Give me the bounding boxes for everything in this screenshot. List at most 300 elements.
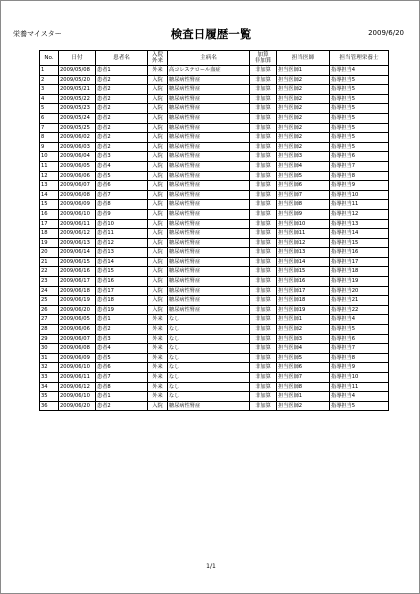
col-patient-cell: 患者5 (96, 353, 148, 363)
table-row (40, 315, 389, 325)
col-date-cell: 2009/06/10 (59, 209, 96, 219)
col-dietitian-cell: 指導担当21 (330, 296, 389, 306)
col-doctor-cell: 担当医師14 (277, 257, 330, 267)
col-no-cell: 6 (40, 113, 59, 123)
col-no-cell: 3 (40, 85, 59, 95)
table-row (40, 219, 389, 229)
table-header-row (40, 51, 389, 66)
col-patient-cell: 患者3 (96, 334, 148, 344)
table-row (40, 238, 389, 248)
col-inout-cell: 入院 (148, 75, 168, 85)
col-addition-cell: 非加算 (250, 267, 277, 277)
col-dietitian-cell: 指導担当5 (330, 123, 389, 133)
col-doctor-cell: 担当医師19 (277, 305, 330, 315)
col-inout-cell: 入院 (148, 85, 168, 95)
table-row (40, 248, 389, 258)
col-patient-cell: 患者4 (96, 344, 148, 354)
col-patient-cell: 患者3 (96, 152, 148, 162)
col-date-cell: 2009/06/20 (59, 305, 96, 315)
col-dietitian-cell: 指導担当22 (330, 305, 389, 315)
col-inout-cell: 入院 (148, 161, 168, 171)
col-no-cell: 8 (40, 133, 59, 143)
col-date-cell: 2009/06/13 (59, 238, 96, 248)
col-dietitian-cell: 指導担当18 (330, 267, 389, 277)
col-dietitian-cell: 指導担当6 (330, 334, 389, 344)
col-patient-cell: 患者2 (96, 94, 148, 104)
col-no-cell: 35 (40, 392, 59, 402)
col-inout-cell: 外来 (148, 382, 168, 392)
col-no-cell: 1 (40, 66, 59, 76)
header-col-no: No. (40, 51, 59, 66)
col-doctor-cell: 担当医師3 (277, 334, 330, 344)
table-row (40, 353, 389, 363)
col-date-cell: 2009/06/09 (59, 353, 96, 363)
col-inout-cell: 外来 (148, 363, 168, 373)
col-disease-cell: 糖尿病性腎症 (168, 161, 250, 171)
col-doctor-cell: 担当医師6 (277, 181, 330, 191)
col-inout-cell: 入院 (148, 257, 168, 267)
page-title: 検査日履歴一覧 (170, 27, 252, 41)
col-date-cell: 2009/06/06 (59, 171, 96, 181)
col-dietitian-cell: 指導担当12 (330, 209, 389, 219)
col-doctor-cell: 担当医師6 (277, 363, 330, 373)
col-patient-cell: 患者18 (96, 296, 148, 306)
col-date-cell: 2009/06/12 (59, 229, 96, 239)
col-disease-cell: 糖尿病性腎症 (168, 85, 250, 95)
col-addition-cell: 非加算 (250, 200, 277, 210)
col-disease-cell: 糖尿病性腎症 (168, 200, 250, 210)
col-no-cell: 13 (40, 181, 59, 191)
col-no-cell: 33 (40, 373, 59, 383)
col-patient-cell: 患者15 (96, 267, 148, 277)
col-patient-cell: 患者4 (96, 161, 148, 171)
col-doctor-cell: 担当医師13 (277, 248, 330, 258)
col-inout-cell: 入院 (148, 133, 168, 143)
col-disease-cell: 糖尿病性腎症 (168, 190, 250, 200)
col-doctor-cell: 担当医師4 (277, 344, 330, 354)
col-addition-cell: 非加算 (250, 142, 277, 152)
col-patient-cell: 患者1 (96, 315, 148, 325)
col-disease-cell: 高コレステロール血症 (168, 66, 250, 76)
col-doctor-cell: 担当医師1 (277, 66, 330, 76)
col-dietitian-cell: 指導担当14 (330, 229, 389, 239)
col-dietitian-cell: 指導担当5 (330, 142, 389, 152)
col-date-cell: 2009/06/04 (59, 152, 96, 162)
col-disease-cell: 糖尿病性腎症 (168, 104, 250, 114)
col-disease-cell: 糖尿病性腎症 (168, 113, 250, 123)
col-dietitian-cell: 指導担当9 (330, 181, 389, 191)
col-no-cell: 15 (40, 200, 59, 210)
col-date-cell: 2009/05/22 (59, 94, 96, 104)
col-doctor-cell: 担当医師2 (277, 85, 330, 95)
col-date-cell: 2009/06/08 (59, 190, 96, 200)
col-dietitian-cell: 指導担当11 (330, 200, 389, 210)
col-inout-cell: 入院 (148, 152, 168, 162)
table-row (40, 104, 389, 114)
col-dietitian-cell: 指導担当5 (330, 85, 389, 95)
col-date-cell: 2009/05/25 (59, 123, 96, 133)
col-doctor-cell: 担当医師5 (277, 171, 330, 181)
col-date-cell: 2009/05/08 (59, 66, 96, 76)
table-row (40, 401, 389, 411)
col-doctor-cell: 担当医師16 (277, 277, 330, 287)
col-patient-cell: 患者2 (96, 113, 148, 123)
col-addition-cell: 非加算 (250, 94, 277, 104)
col-disease-cell: なし (168, 315, 250, 325)
col-addition-cell: 非加算 (250, 315, 277, 325)
col-doctor-cell: 担当医師2 (277, 113, 330, 123)
col-date-cell: 2009/06/15 (59, 257, 96, 267)
col-disease-cell: 糖尿病性腎症 (168, 267, 250, 277)
col-disease-cell: なし (168, 373, 250, 383)
header-col-inout: 入院 外来 (148, 51, 168, 66)
col-doctor-cell: 担当医師2 (277, 142, 330, 152)
col-doctor-cell: 担当医師2 (277, 325, 330, 335)
table-row (40, 152, 389, 162)
col-no-cell: 18 (40, 229, 59, 239)
col-inout-cell: 外来 (148, 325, 168, 335)
table-row (40, 334, 389, 344)
table-row (40, 75, 389, 85)
col-dietitian-cell: 指導担当5 (330, 75, 389, 85)
col-inout-cell: 外来 (148, 392, 168, 402)
col-patient-cell: 患者2 (96, 401, 148, 411)
col-inout-cell: 入院 (148, 142, 168, 152)
col-addition-cell: 非加算 (250, 66, 277, 76)
col-inout-cell: 入院 (148, 267, 168, 277)
col-date-cell: 2009/06/06 (59, 325, 96, 335)
col-date-cell: 2009/06/07 (59, 181, 96, 191)
col-inout-cell: 入院 (148, 305, 168, 315)
table-row (40, 142, 389, 152)
table-row (40, 85, 389, 95)
col-no-cell: 17 (40, 219, 59, 229)
col-inout-cell: 外来 (148, 373, 168, 383)
col-disease-cell: 糖尿病性腎症 (168, 238, 250, 248)
col-dietitian-cell: 指導担当4 (330, 66, 389, 76)
table-row (40, 382, 389, 392)
col-dietitian-cell: 指導担当6 (330, 152, 389, 162)
table-row (40, 325, 389, 335)
col-date-cell: 2009/06/10 (59, 363, 96, 373)
report-date: 2009/6/20 (368, 29, 404, 37)
col-patient-cell: 患者8 (96, 382, 148, 392)
col-addition-cell: 非加算 (250, 209, 277, 219)
col-dietitian-cell: 指導担当9 (330, 363, 389, 373)
table-row (40, 257, 389, 267)
col-date-cell: 2009/06/12 (59, 382, 96, 392)
col-inout-cell: 入院 (148, 94, 168, 104)
col-inout-cell: 入院 (148, 286, 168, 296)
col-no-cell: 12 (40, 171, 59, 181)
table-row (40, 94, 389, 104)
col-inout-cell: 入院 (148, 190, 168, 200)
col-patient-cell: 患者8 (96, 200, 148, 210)
col-patient-cell: 患者2 (96, 104, 148, 114)
col-dietitian-cell: 指導担当11 (330, 382, 389, 392)
col-doctor-cell: 担当医師1 (277, 315, 330, 325)
col-disease-cell: なし (168, 353, 250, 363)
col-addition-cell: 非加算 (250, 296, 277, 306)
col-disease-cell: 糖尿病性腎症 (168, 171, 250, 181)
col-disease-cell: 糖尿病性腎症 (168, 401, 250, 411)
col-doctor-cell: 担当医師15 (277, 267, 330, 277)
col-no-cell: 25 (40, 296, 59, 306)
col-patient-cell: 患者2 (96, 123, 148, 133)
col-addition-cell: 非加算 (250, 392, 277, 402)
col-patient-cell: 患者9 (96, 209, 148, 219)
col-patient-cell: 患者11 (96, 229, 148, 239)
col-dietitian-cell: 指導担当7 (330, 344, 389, 354)
col-disease-cell: なし (168, 334, 250, 344)
col-patient-cell: 患者2 (96, 85, 148, 95)
col-doctor-cell: 担当医師1 (277, 392, 330, 402)
table-row (40, 209, 389, 219)
col-doctor-cell: 担当医師12 (277, 238, 330, 248)
col-no-cell: 2 (40, 75, 59, 85)
table-row (40, 200, 389, 210)
col-no-cell: 20 (40, 248, 59, 258)
col-date-cell: 2009/05/20 (59, 75, 96, 85)
col-addition-cell: 非加算 (250, 325, 277, 335)
col-addition-cell: 非加算 (250, 181, 277, 191)
col-doctor-cell: 担当医師7 (277, 373, 330, 383)
col-patient-cell: 患者7 (96, 190, 148, 200)
col-inout-cell: 入院 (148, 200, 168, 210)
table-row (40, 267, 389, 277)
col-inout-cell: 入院 (148, 229, 168, 239)
col-date-cell: 2009/05/23 (59, 104, 96, 114)
col-addition-cell: 非加算 (250, 286, 277, 296)
col-patient-cell: 患者6 (96, 181, 148, 191)
col-no-cell: 7 (40, 123, 59, 133)
col-doctor-cell: 担当医師7 (277, 190, 330, 200)
table-body (40, 66, 389, 411)
col-no-cell: 10 (40, 152, 59, 162)
col-patient-cell: 患者1 (96, 66, 148, 76)
col-date-cell: 2009/06/02 (59, 133, 96, 143)
table-row (40, 113, 389, 123)
col-inout-cell: 外来 (148, 353, 168, 363)
col-inout-cell: 外来 (148, 334, 168, 344)
table-row (40, 190, 389, 200)
col-addition-cell: 非加算 (250, 248, 277, 258)
table-row (40, 286, 389, 296)
col-inout-cell: 入院 (148, 296, 168, 306)
col-disease-cell: 糖尿病性腎症 (168, 219, 250, 229)
col-no-cell: 26 (40, 305, 59, 315)
col-disease-cell: なし (168, 363, 250, 373)
col-patient-cell: 患者13 (96, 248, 148, 258)
col-no-cell: 21 (40, 257, 59, 267)
header-col-date: 日付 (59, 51, 96, 66)
col-dietitian-cell: 指導担当8 (330, 353, 389, 363)
col-inout-cell: 外来 (148, 315, 168, 325)
col-date-cell: 2009/06/03 (59, 142, 96, 152)
col-disease-cell: 糖尿病性腎症 (168, 248, 250, 258)
col-date-cell: 2009/06/19 (59, 296, 96, 306)
table-row (40, 229, 389, 239)
col-no-cell: 28 (40, 325, 59, 335)
col-dietitian-cell: 指導担当15 (330, 238, 389, 248)
col-patient-cell: 患者12 (96, 238, 148, 248)
col-addition-cell: 非加算 (250, 113, 277, 123)
col-addition-cell: 非加算 (250, 85, 277, 95)
col-inout-cell: 入院 (148, 219, 168, 229)
table-row (40, 392, 389, 402)
col-no-cell: 16 (40, 209, 59, 219)
col-patient-cell: 患者2 (96, 325, 148, 335)
col-disease-cell: 糖尿病性腎症 (168, 142, 250, 152)
col-dietitian-cell: 指導担当5 (330, 325, 389, 335)
col-doctor-cell: 担当医師3 (277, 152, 330, 162)
col-no-cell: 31 (40, 353, 59, 363)
col-date-cell: 2009/06/08 (59, 344, 96, 354)
col-patient-cell: 患者2 (96, 75, 148, 85)
col-no-cell: 34 (40, 382, 59, 392)
col-disease-cell: 糖尿病性腎症 (168, 286, 250, 296)
col-addition-cell: 非加算 (250, 190, 277, 200)
col-inout-cell: 入院 (148, 113, 168, 123)
col-addition-cell: 非加算 (250, 171, 277, 181)
table-row (40, 123, 389, 133)
header-col-addition: 加算 非加算 (250, 51, 277, 66)
col-date-cell: 2009/06/17 (59, 277, 96, 287)
col-addition-cell: 非加算 (250, 238, 277, 248)
col-disease-cell: なし (168, 382, 250, 392)
table-row (40, 66, 389, 76)
col-addition-cell: 非加算 (250, 363, 277, 373)
col-patient-cell: 患者2 (96, 142, 148, 152)
header-col-patient: 患者名 (96, 51, 148, 66)
col-inout-cell: 入院 (148, 238, 168, 248)
col-addition-cell: 非加算 (250, 229, 277, 239)
col-patient-cell: 患者19 (96, 305, 148, 315)
table-row (40, 363, 389, 373)
col-disease-cell: 糖尿病性腎症 (168, 209, 250, 219)
col-patient-cell: 患者5 (96, 171, 148, 181)
col-date-cell: 2009/06/14 (59, 248, 96, 258)
col-inout-cell: 外来 (148, 66, 168, 76)
col-date-cell: 2009/06/20 (59, 401, 96, 411)
col-dietitian-cell: 指導担当16 (330, 248, 389, 258)
col-addition-cell: 非加算 (250, 277, 277, 287)
col-doctor-cell: 担当医師9 (277, 209, 330, 219)
col-dietitian-cell: 指導担当5 (330, 113, 389, 123)
col-disease-cell: 糖尿病性腎症 (168, 152, 250, 162)
col-inout-cell: 入院 (148, 248, 168, 258)
page-number: 1/1 (206, 563, 216, 570)
col-doctor-cell: 担当医師5 (277, 353, 330, 363)
col-date-cell: 2009/05/21 (59, 85, 96, 95)
col-inout-cell: 入院 (148, 277, 168, 287)
col-no-cell: 23 (40, 277, 59, 287)
col-doctor-cell: 担当医師4 (277, 161, 330, 171)
col-doctor-cell: 担当医師8 (277, 200, 330, 210)
col-patient-cell: 患者14 (96, 257, 148, 267)
col-doctor-cell: 担当医師2 (277, 104, 330, 114)
col-date-cell: 2009/06/07 (59, 334, 96, 344)
col-dietitian-cell: 指導担当8 (330, 171, 389, 181)
col-doctor-cell: 担当医師10 (277, 219, 330, 229)
col-addition-cell: 非加算 (250, 373, 277, 383)
col-disease-cell: 糖尿病性腎症 (168, 257, 250, 267)
app-name: 栄養マイスター (13, 30, 62, 38)
col-addition-cell: 非加算 (250, 161, 277, 171)
col-disease-cell: 糖尿病性腎症 (168, 296, 250, 306)
col-no-cell: 24 (40, 286, 59, 296)
col-doctor-cell: 担当医師2 (277, 75, 330, 85)
col-no-cell: 9 (40, 142, 59, 152)
col-inout-cell: 入院 (148, 171, 168, 181)
col-date-cell: 2009/06/05 (59, 161, 96, 171)
col-doctor-cell: 担当医師2 (277, 94, 330, 104)
table-row (40, 133, 389, 143)
col-no-cell: 27 (40, 315, 59, 325)
col-disease-cell: 糖尿病性腎症 (168, 181, 250, 191)
col-no-cell: 19 (40, 238, 59, 248)
col-addition-cell: 非加算 (250, 123, 277, 133)
col-inout-cell: 入院 (148, 104, 168, 114)
table-row (40, 344, 389, 354)
col-addition-cell: 非加算 (250, 382, 277, 392)
col-dietitian-cell: 指導担当13 (330, 219, 389, 229)
col-no-cell: 30 (40, 344, 59, 354)
col-addition-cell: 非加算 (250, 152, 277, 162)
col-doctor-cell: 担当医師11 (277, 229, 330, 239)
col-no-cell: 29 (40, 334, 59, 344)
col-addition-cell: 非加算 (250, 75, 277, 85)
col-no-cell: 5 (40, 104, 59, 114)
col-date-cell: 2009/06/11 (59, 219, 96, 229)
col-no-cell: 4 (40, 94, 59, 104)
col-disease-cell: 糖尿病性腎症 (168, 94, 250, 104)
col-disease-cell: なし (168, 325, 250, 335)
col-inout-cell: 入院 (148, 181, 168, 191)
col-doctor-cell: 担当医師2 (277, 123, 330, 133)
col-disease-cell: 糖尿病性腎症 (168, 123, 250, 133)
col-addition-cell: 非加算 (250, 344, 277, 354)
col-addition-cell: 非加算 (250, 353, 277, 363)
col-disease-cell: 糖尿病性腎症 (168, 133, 250, 143)
col-addition-cell: 非加算 (250, 401, 277, 411)
col-dietitian-cell: 指導担当4 (330, 315, 389, 325)
col-disease-cell: 糖尿病性腎症 (168, 75, 250, 85)
col-date-cell: 2009/06/18 (59, 286, 96, 296)
col-dietitian-cell: 指導担当5 (330, 94, 389, 104)
col-doctor-cell: 担当医師17 (277, 286, 330, 296)
col-disease-cell: 糖尿病性腎症 (168, 305, 250, 315)
col-date-cell: 2009/05/24 (59, 113, 96, 123)
col-patient-cell: 患者2 (96, 133, 148, 143)
col-addition-cell: 非加算 (250, 133, 277, 143)
col-date-cell: 2009/06/11 (59, 373, 96, 383)
col-addition-cell: 非加算 (250, 104, 277, 114)
col-dietitian-cell: 指導担当5 (330, 401, 389, 411)
col-dietitian-cell: 指導担当20 (330, 286, 389, 296)
table-row (40, 277, 389, 287)
col-dietitian-cell: 指導担当7 (330, 161, 389, 171)
col-patient-cell: 患者1 (96, 392, 148, 402)
table-row (40, 181, 389, 191)
col-dietitian-cell: 指導担当19 (330, 277, 389, 287)
col-date-cell: 2009/06/16 (59, 267, 96, 277)
col-disease-cell: 糖尿病性腎症 (168, 277, 250, 287)
col-dietitian-cell: 指導担当5 (330, 133, 389, 143)
col-inout-cell: 外来 (148, 344, 168, 354)
col-addition-cell: 非加算 (250, 219, 277, 229)
col-date-cell: 2009/06/10 (59, 392, 96, 402)
